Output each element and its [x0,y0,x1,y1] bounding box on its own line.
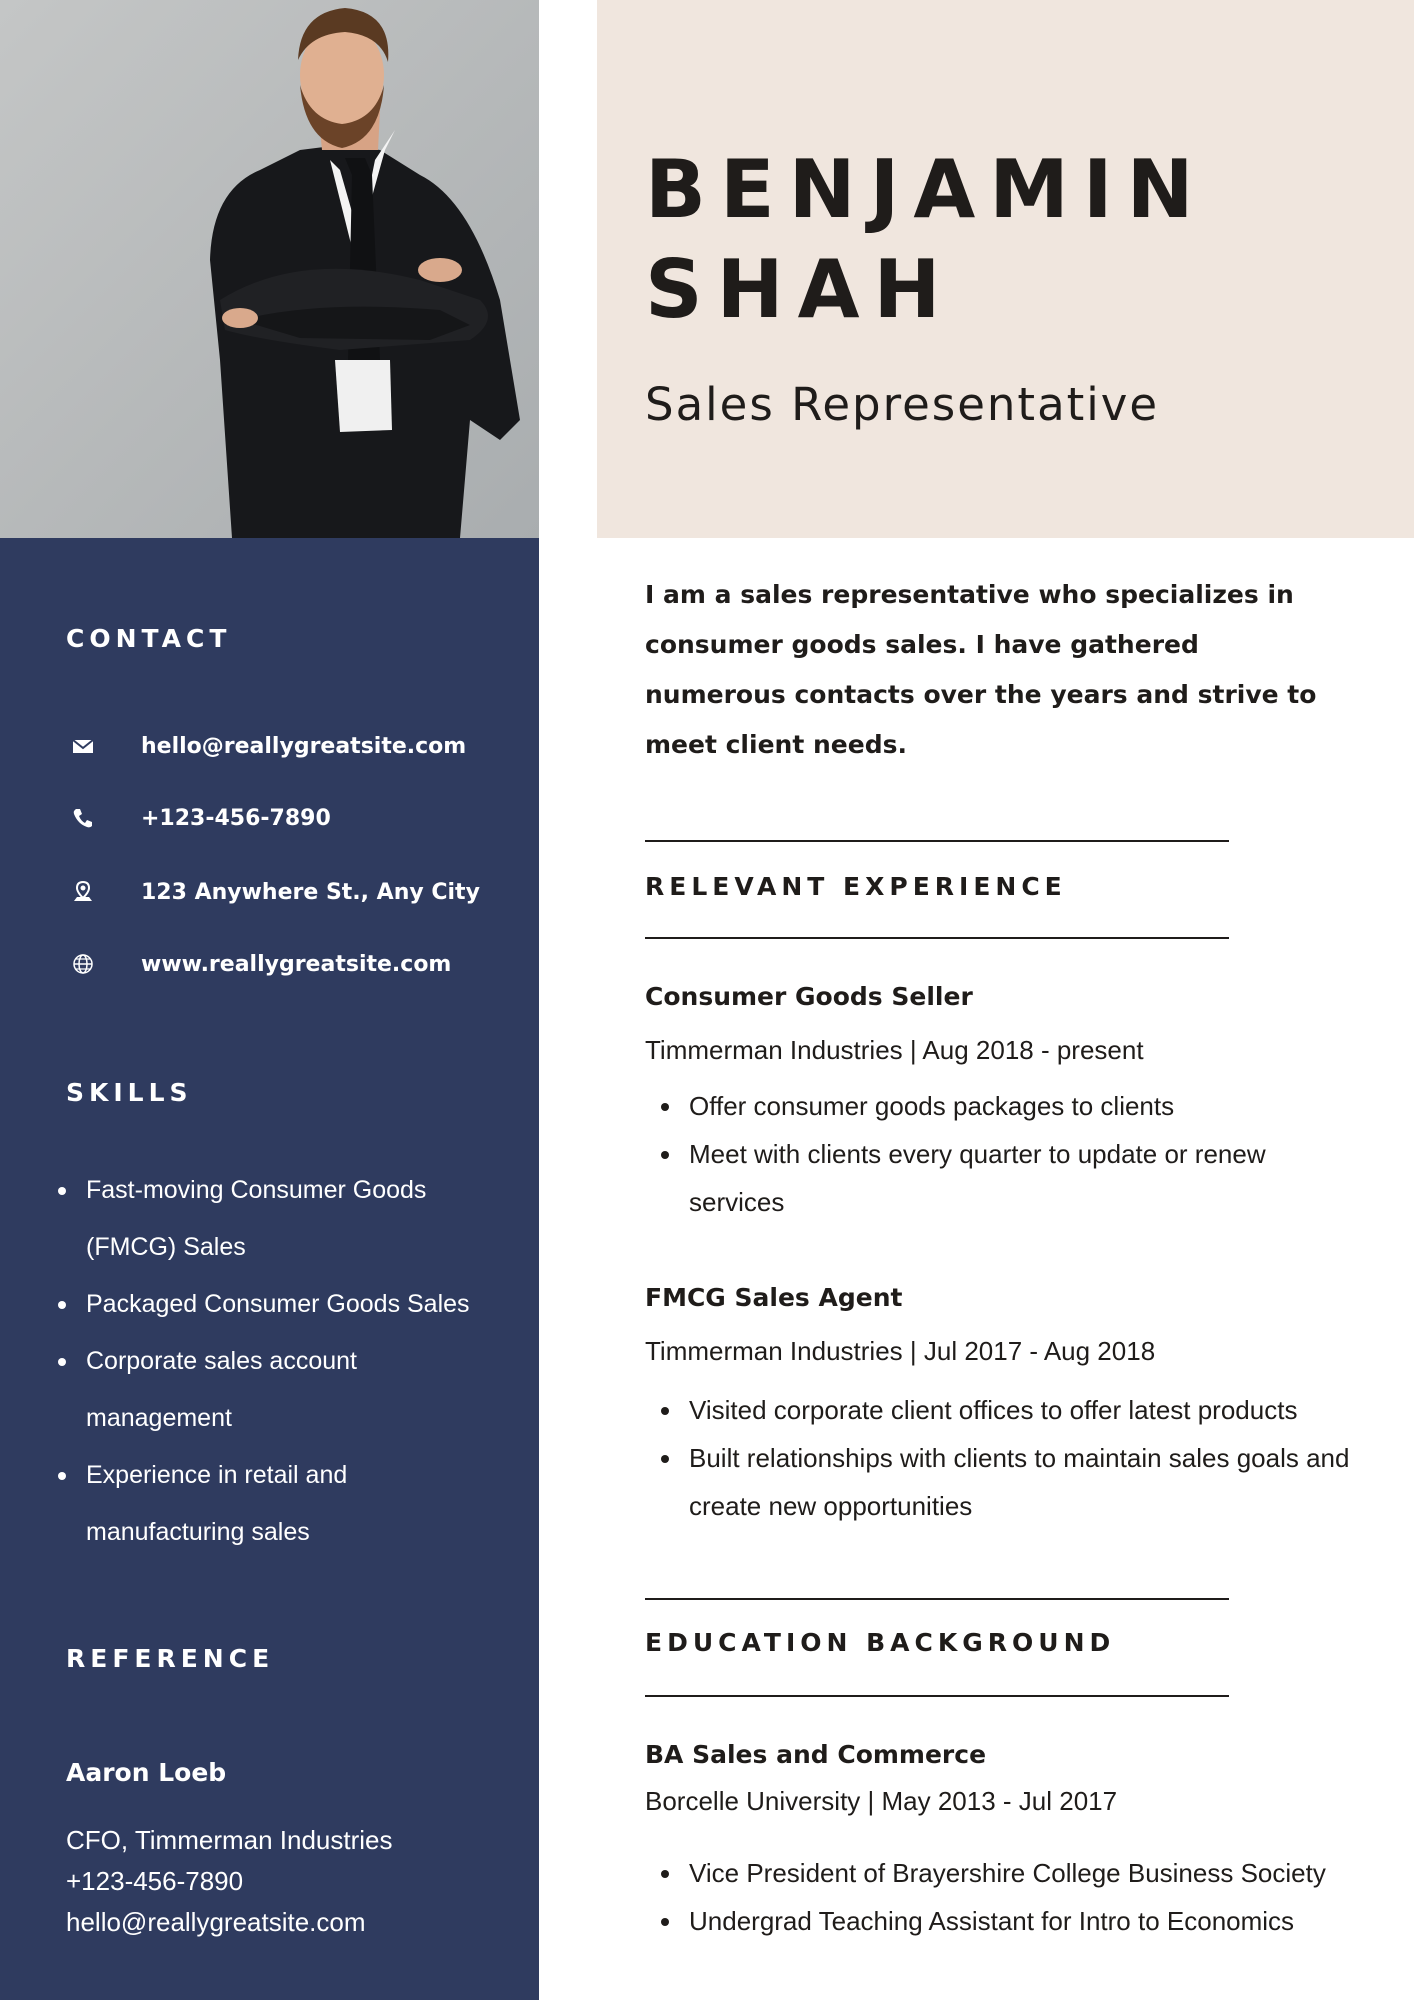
job-meta-1: Timmerman Industries | Aug 2018 - present [645,1035,1144,1065]
last-name: SHAH [645,243,955,336]
job-bullets-2 [661,1386,1381,1530]
globe-icon [66,947,100,981]
education-bullet: Vice President of Brayershire College Business Society [661,1849,1381,1897]
first-name: BENJAMIN [645,143,1208,236]
skill-item: Packaged Consumer Goods Sales [58,1276,518,1333]
reference-role: CFO, Timmerman Industries [66,1825,393,1855]
divider [645,1598,1229,1600]
education-heading: EDUCATION BACKGROUND [645,1628,1116,1657]
reference-email[interactable]: hello@reallygreatsite.com [66,1907,366,1937]
profile-photo [0,0,539,538]
contact-heading: CONTACT [66,624,232,653]
contact-website-row [66,944,506,984]
contact-address-row [66,872,506,912]
education-bullet: Undergrad Teaching Assistant for Intro to Economics [661,1897,1381,1945]
name-header [597,0,1414,538]
envelope-icon [66,729,100,763]
job-bullet: Built relationships with clients to maintain sales goals and create new opportunities [661,1434,1381,1530]
job-title-2: FMCG Sales Agent [645,1283,903,1312]
map-pin-icon [66,875,100,909]
divider [645,1695,1229,1697]
job-bullet: Offer consumer goods packages to clients [661,1082,1341,1130]
skills-heading: SKILLS [66,1078,193,1107]
profile-summary: I am a sales representative who specializes in consumer goods sales. I have gathered numerous contacts over the years and strive to meet client needs. [645,580,1317,759]
job-bullets-1 [661,1082,1341,1226]
phone-icon [66,801,100,835]
divider [645,937,1229,939]
divider [645,840,1229,842]
skill-item: Fast-moving Consumer Goods (FMCG) Sales [58,1162,518,1276]
reference-name: Aaron Loeb [66,1758,227,1787]
degree-title: BA Sales and Commerce [645,1740,987,1769]
portrait-illustration [0,0,539,538]
contact-address: 123 Anywhere St., Any City [141,879,480,905]
contact-email-row [66,726,506,766]
job-bullet: Meet with clients every quarter to update or renew services [661,1130,1341,1226]
skill-item: Experience in retail and manufacturing sales [58,1447,518,1561]
job-title: Sales Representative [645,378,1160,431]
contact-website[interactable]: www.reallygreatsite.com [141,951,452,977]
degree-meta: Borcelle University | May 2013 - Jul 2017 [645,1786,1118,1816]
reference-phone[interactable]: +123-456-7890 [66,1866,244,1896]
job-bullet: Visited corporate client offices to offer latest products [661,1386,1381,1434]
contact-phone-row [66,798,506,838]
contact-phone[interactable]: +123-456-7890 [141,805,331,831]
education-bullets [661,1849,1381,1945]
job-title-1: Consumer Goods Seller [645,982,973,1011]
reference-heading: REFERENCE [66,1644,275,1673]
contact-email[interactable]: hello@reallygreatsite.com [141,733,467,759]
job-meta-2: Timmerman Industries | Jul 2017 - Aug 2018 [645,1336,1156,1366]
skill-item: Corporate sales account management [58,1333,518,1447]
experience-heading: RELEVANT EXPERIENCE [645,872,1067,901]
skills-list [58,1162,518,1561]
